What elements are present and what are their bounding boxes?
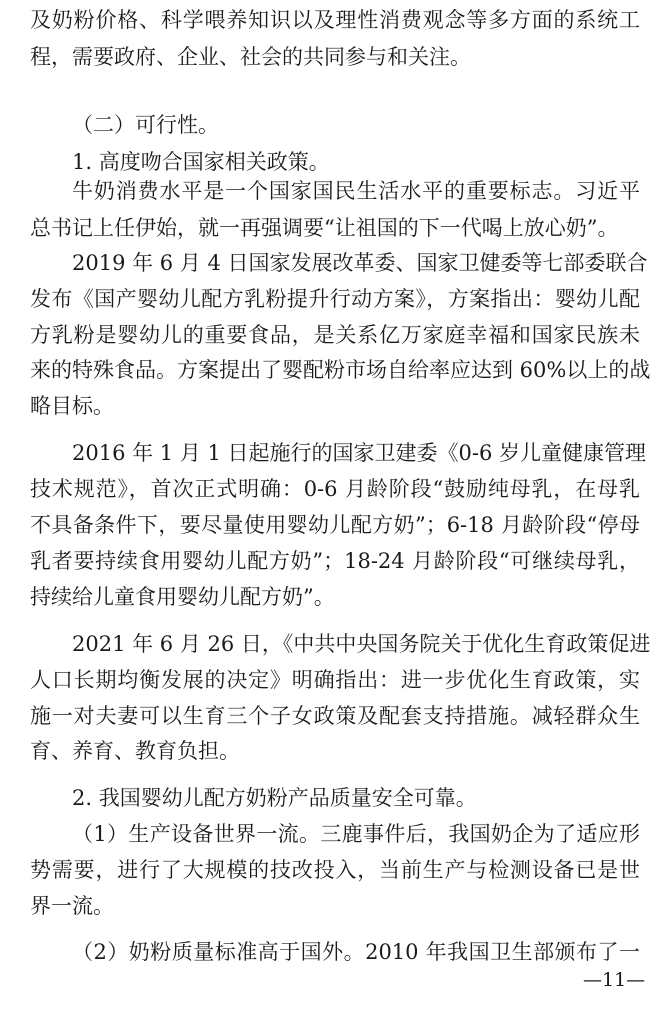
section-heading: （二）可行性。: [72, 113, 219, 137]
text-line: 势需要，进行了大规模的技改投入，当前生产与检测设备已是世: [30, 858, 640, 882]
subsection-heading: 1. 高度吻合国家相关政策。: [72, 150, 330, 174]
text-line: 乳者要持续食用婴幼儿配方奶”；18-24 月龄阶段“可继续母乳，: [30, 549, 640, 573]
text-line: 略目标。: [30, 394, 114, 418]
text-line: 持续给儿童食用婴幼儿配方奶”。: [30, 585, 335, 609]
text-line: 界一流。: [30, 894, 114, 918]
text-line: 方乳粉是婴幼儿的重要食品，是关系亿万家庭幸福和国家民族未: [30, 323, 640, 347]
text-line: 及奶粉价格、科学喂养知识以及理性消费观念等多方面的系统工: [30, 8, 640, 32]
text-line: 2021 年 6 月 26 日，《中共中央国务院关于优化生育政策促进: [72, 632, 651, 656]
text-line: 总书记上任伊始，就一再强调要“让祖国的下一代喝上放心奶”。: [30, 216, 619, 240]
text-line: 牛奶消费水平是一个国家国民生活水平的重要标志。习近平: [72, 179, 640, 203]
text-line: 不具备条件下，要尽量使用婴幼儿配方奶”；6-18 月龄阶段“停母: [30, 513, 640, 537]
text-line: 2019 年 6 月 4 日国家发展改革委、国家卫健委等七部委联合: [72, 251, 648, 275]
text-line: 人口长期均衡发展的决定》明确指出：进一步优化生育政策，实: [30, 668, 640, 692]
text-line: 程，需要政府、企业、社会的共同参与和关注。: [30, 45, 471, 69]
page-number: —11—: [583, 969, 646, 991]
text-line: 2016 年 1 月 1 日起施行的国家卫建委《0-6 岁儿童健康管理: [72, 441, 647, 465]
text-line: 来的特殊食品。方案提出了婴配粉市场自给率应达到 60%以上的战: [30, 358, 651, 382]
text-line: 技术规范》，首次正式明确：0-6 月龄阶段“鼓励纯母乳，在母乳: [30, 477, 640, 501]
subsection-heading: 2. 我国婴幼儿配方奶粉产品质量安全可靠。: [72, 786, 477, 810]
text-line: （1）生产设备世界一流。三鹿事件后，我国奶企为了适应形: [72, 822, 640, 846]
text-line: 发布《国产婴幼儿配方乳粉提升行动方案》，方案指出：婴幼儿配: [30, 287, 640, 311]
text-line: （2）奶粉质量标准高于国外。2010 年我国卫生部颁布了一: [72, 940, 640, 964]
text-line: 施一对夫妻可以生育三个子女政策及配套支持措施。减轻群众生: [30, 704, 640, 728]
text-line: 育、养育、教育负担。: [30, 739, 240, 763]
